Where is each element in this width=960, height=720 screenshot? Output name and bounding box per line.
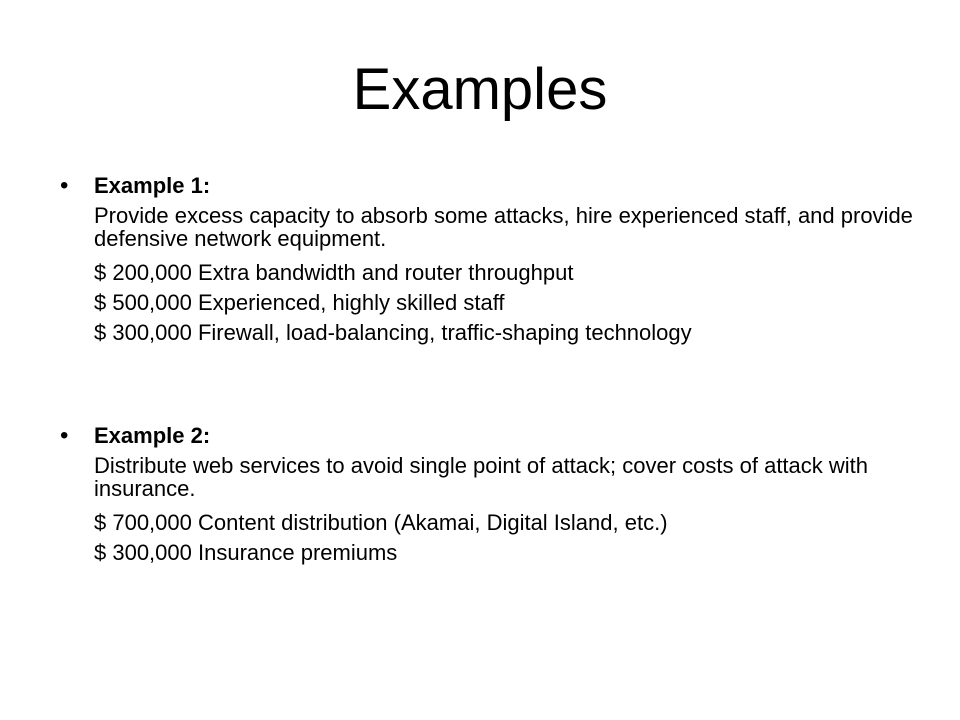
- example-1-description: Provide excess capacity to absorb some attacks, hire experienced staff, and provide defensive network equipment.: [94, 203, 913, 251]
- example-1-cost-item: $ 300,000 Firewall, load-balancing, traffic-shaping technology: [94, 320, 692, 345]
- example-1-heading-row: [60, 170, 920, 204]
- example-1-cost-item: $ 500,000 Experienced, highly skilled staff: [94, 290, 505, 315]
- example-2-cost-item: $ 300,000 Insurance premiums: [94, 540, 398, 565]
- example-1-heading: Example 1:: [94, 173, 211, 198]
- bullet-icon: •: [60, 172, 69, 199]
- example-2-section: [60, 420, 920, 568]
- example-1-section: [60, 170, 920, 348]
- example-2-cost-item: $ 700,000 Content distribution (Akamai, Digital Island, etc.): [94, 510, 668, 535]
- bullet-icon: •: [60, 422, 69, 449]
- slide-title: Examples: [352, 57, 608, 122]
- example-2-heading-row: [60, 420, 920, 454]
- example-2-heading: Example 2:: [94, 423, 211, 448]
- example-2-description: Distribute web services to avoid single point of attack; cover costs of attack with insurance.: [94, 453, 869, 501]
- example-1-cost-item: $ 200,000 Extra bandwidth and router throughput: [94, 260, 574, 285]
